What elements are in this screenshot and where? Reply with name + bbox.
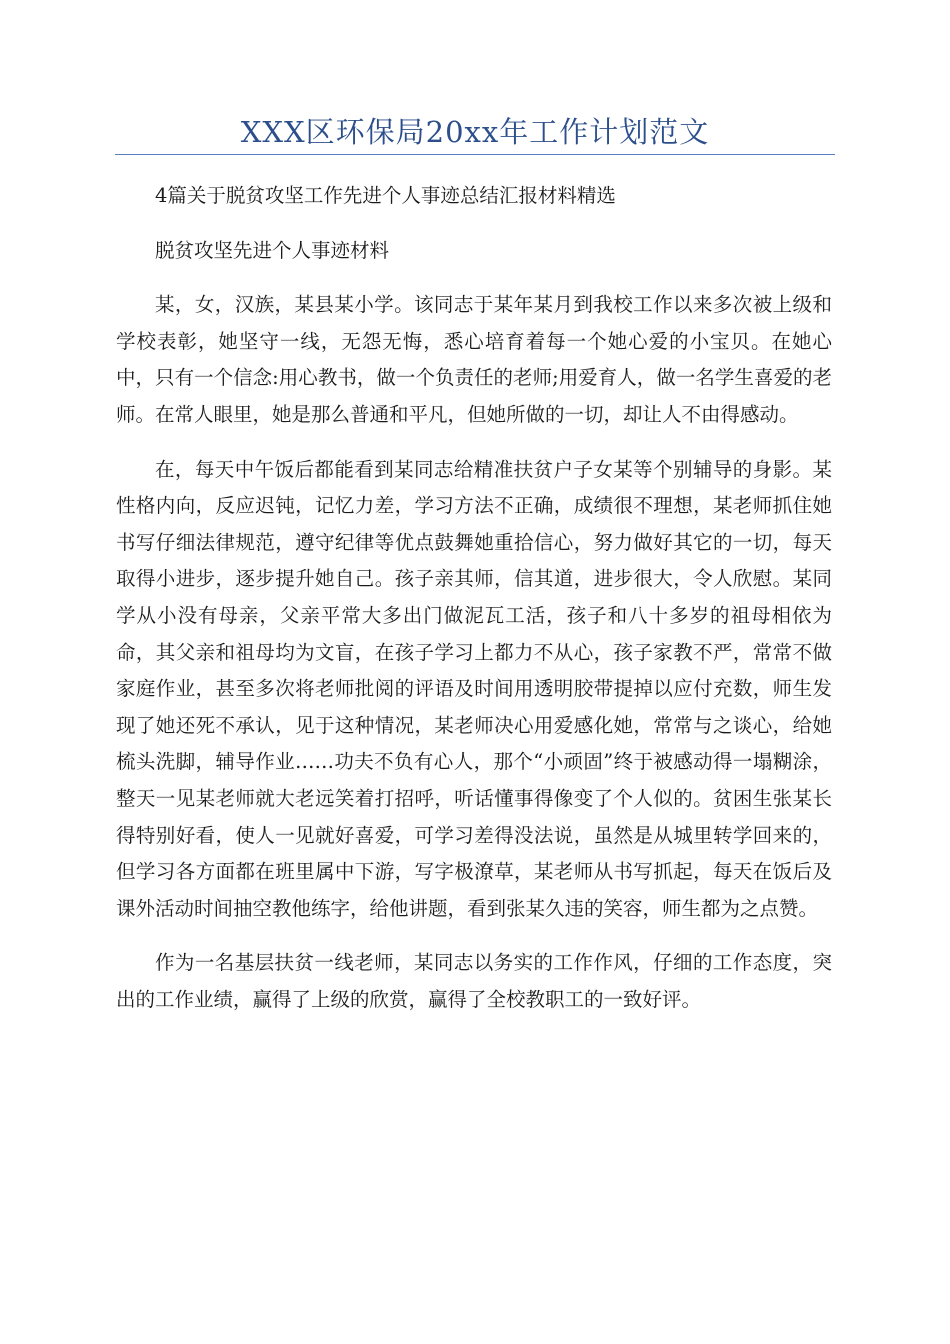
body-paragraph: 作为一名基层扶贫一线老师，某同志以务实的工作作风，仔细的工作态度，突出的工作业绩，赢得了上级的欣赏，赢得了全校教职工的一致好评。	[116, 951, 832, 1011]
body-paragraph: 在，每天中午饭后都能看到某同志给精准扶贫户子女某等个别辅导的身影。某性格内向，反应迟钝，记忆力差，学习方法不正确，成绩很不理想，某老师抓住她书写仔细法律规范，遵守纪律等优点鼓舞她重拾信心，努力做好其它的一切，每天取得小进步，逐步提升她自己。孩子亲其师，信其道，进步很大，令人欣慰。某同学从小没有母亲，父亲平常大多出门做泥瓦工活，孩子和八十多岁的祖母相依为命，其父亲和祖母均为文盲，在孩子学习上都力不从心，孩子家教不严，常常不做家庭作业，甚至多次将老师批阅的评语及时间用透明胶带提掉以应付充数，师生发现了她还死不承认，见于这种情况，某老师决心用爱感化她，常常与之谈心，给她梳头洗脚，辅导作业……功夫不负有心人，那个“小顽固”终于被感动得一塌糊涂，整天一见某老师就大老远笑着打招呼，听话懂事得像变了个人似的。贫困生张某长得特别好看，使人一见就好喜爱，可学习差得没法说，虽然是从城里转学回来的，但学习各方面都在班里属中下游，写字极潦草，某老师从书写抓起，每天在饭后及课外活动时间抽空教他练字，给他讲题，看到张某久违的笑容，师生都为之点赞。	[116, 457, 832, 920]
document-title: XXX区环保局20xx年工作计划范文	[240, 115, 710, 149]
title-underline	[115, 154, 835, 155]
article-heading: 4篇关于脱贫攻坚工作先进个人事迹总结汇报材料精选	[155, 184, 616, 207]
section-heading: 脱贫攻坚先进个人事迹材料	[155, 238, 390, 262]
document-body	[116, 178, 832, 1036]
body-paragraph: 某，女，汉族，某县某小学。该同志于某年某月到我校工作以来多次被上级和学校表彰，她坚守一线，无怨无悔，悉心培育着每一个她心爱的小宝贝。在她心中，只有一个信念:用心教书，做一个负责任的老师;用爱育人，做一名学生喜爱的老师。在常人眼里，她是那么普通和平凡，但她所做的一切，却让人不由得感动。	[116, 293, 832, 426]
